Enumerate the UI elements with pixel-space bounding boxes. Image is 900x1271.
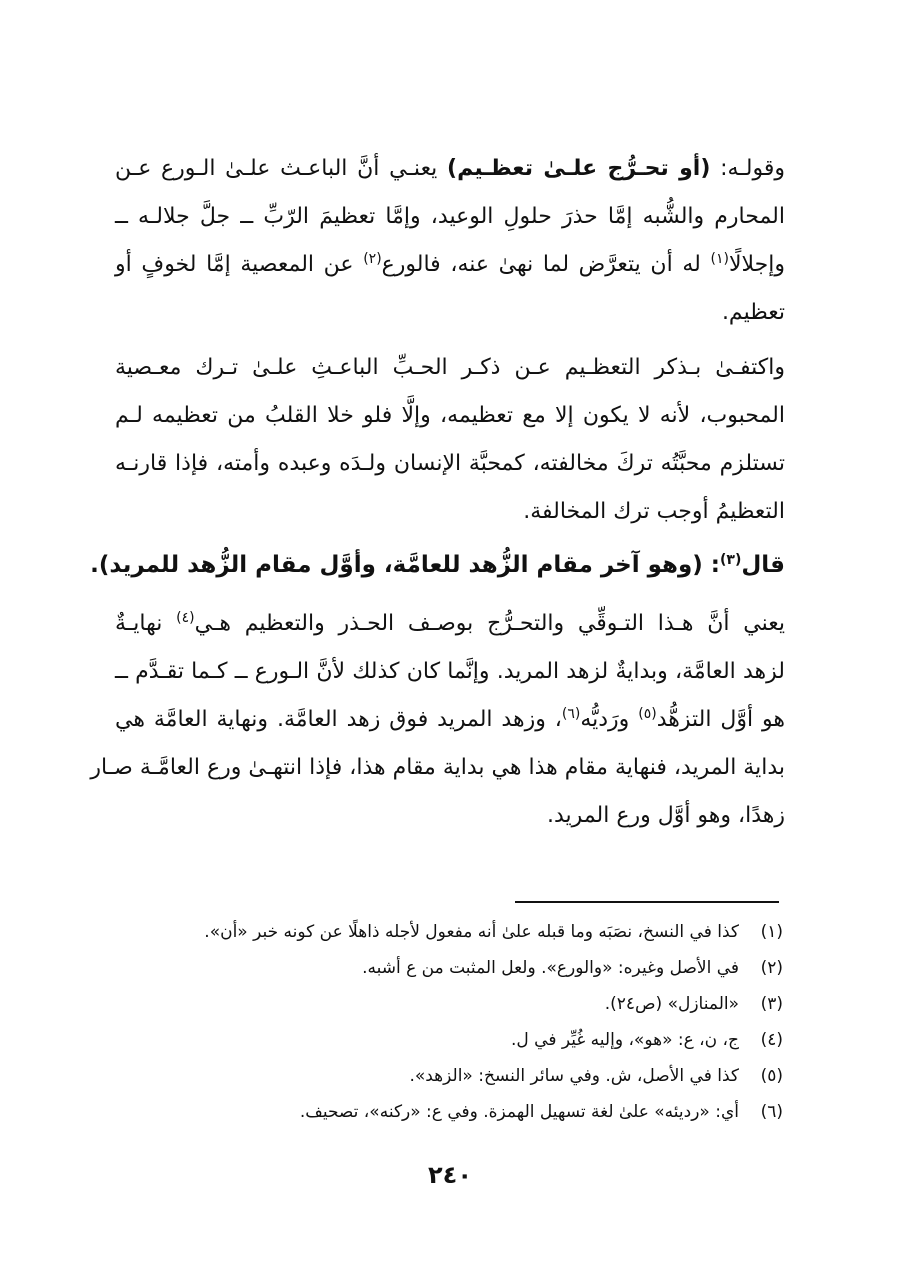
paragraph-3-line-5: زهدًا، وهو أوَّل ورع المريد. (547, 803, 785, 828)
paragraph-1-line-1 (115, 145, 785, 193)
page-number: ٢٤٠ (428, 1161, 472, 1189)
footnote-ref-6: (٦) (561, 706, 581, 722)
footnote-ref-5: (٥) (638, 706, 657, 722)
footnote-separator (515, 901, 779, 903)
footnote-ref-2: (٢) (363, 251, 382, 267)
paragraph-2 (115, 344, 785, 536)
paragraph-1 (115, 145, 785, 337)
text-run: وقولـه: (710, 156, 785, 181)
footnote-3 (115, 986, 783, 1022)
text-run: يعنـي أنَّ الباعـث علـىٰ الـورع عـن (115, 156, 448, 181)
paragraph-1-line-2: المحارم والشُّبه إمَّا حذرَ حلولِ الوعيد، وإمَّا تعظيمَ الرّبِّ ــ جلَّ جلالـه ــ (115, 204, 785, 229)
heading-label: قال (741, 552, 785, 578)
paragraph-2-line-1: واكتفـىٰ بـذكر التعظـيم عـن ذكـر الحـبِّ الباعـثِ علـىٰ تـرك معـصية (115, 355, 785, 380)
footnote-ref-3: (٣) (719, 552, 742, 568)
footnote-text: في الأصل وغيره: «والورع». ولعل المثبت من ع أشبه. (362, 958, 739, 978)
text-run: ، وزهد المريد فوق زهد العامَّة. ونهاية العامَّة هي (115, 707, 562, 732)
text-run: نهايـةٌ (115, 611, 177, 636)
footnote-number: (٥) (760, 1066, 783, 1086)
paragraph-3-line-2: لزهد العامَّة، وبدايةٌ لزهد المريد. وإنَّما كان كذلك لأنَّ الـورع ــ كـما تقـدَّم ــ (115, 659, 785, 684)
paragraph-2-line-4: التعظيمُ أوجب ترك المخالفة. (523, 499, 785, 524)
quoted-text: (أو تحـرُّج علـىٰ تعظـيم) (447, 156, 711, 181)
footnotes (115, 914, 783, 1130)
paragraph-3 (90, 600, 786, 840)
footnote-number: (١) (760, 922, 783, 942)
footnote-text: ج، ن، ع: «هو»، وإليه غُيِّر في ل. (511, 1030, 739, 1050)
footnote-text: «المنازل» (ص٢٤). (604, 994, 739, 1014)
text-run: له أن يتعرَّض لما نهىٰ عنه، فالورع (381, 252, 711, 277)
paragraph-3-line-4: بداية المريد، فنهاية مقام هذا هي بداية مقام هذا، فإذا انتهـىٰ ورع العامَّـة صـار (90, 755, 785, 780)
footnote-text: كذا في النسخ، نصَبَه وما قبله علىٰ أنه مفعول لأجله ذاهلًا عن كونه خبر «أن». (204, 922, 739, 942)
text-run: هو أوَّل التزهُّد (656, 707, 786, 732)
footnote-ref-4: (٤) (176, 610, 195, 626)
section-quote-heading (90, 541, 785, 589)
footnote-number: (٢) (760, 958, 783, 978)
text-run: وإجلالًا (728, 252, 785, 277)
text-run: عن المعصية إمَّا لخوفٍ أو (115, 252, 364, 277)
footnote-text: أي: «رديئه» علىٰ لغة تسهيل الهمزة. وفي ع: «ركنه»، تصحيف. (299, 1102, 739, 1122)
footnote-number: (٦) (760, 1102, 783, 1122)
heading-text: : (وهو آخر مقام الزُّهد للعامَّة، وأوَّل مقام الزُّهد للمريد). (90, 552, 720, 578)
footnote-ref-1: (١) (710, 251, 729, 267)
text-run: ورَديُّه (580, 707, 639, 732)
footnote-number: (٣) (760, 994, 783, 1014)
footnote-2 (115, 950, 783, 986)
footnote-number: (٤) (760, 1030, 783, 1050)
footnote-text: كذا في الأصل، ش. وفي سائر النسخ: «الزهد». (409, 1066, 739, 1086)
paragraph-1-line-4: تعظيم. (721, 300, 785, 325)
paragraph-2-line-2: المحبوب، لأنه لا يكون إلا مع تعظيمه، وإلَّا فلو خلا القلبُ من تعظيمه لـم (115, 403, 785, 428)
footnote-1 (115, 914, 783, 950)
paragraph-1-line-3 (115, 241, 785, 289)
paragraph-3-line-1 (115, 600, 785, 648)
footnote-4 (115, 1022, 783, 1058)
footnote-6 (115, 1094, 783, 1130)
paragraph-2-line-3: تستلزم محبَّتُه تركَ مخالفته، كمحبَّة الإنسان ولـدَه وعبده وأمته، فإذا قارنـه (115, 451, 785, 476)
text-run: يعني أنَّ هـذا التـوقِّي والتحـرُّج بوصـف الحـذر والتعظيم هـي (194, 611, 785, 636)
paragraph-3-line-3 (115, 696, 785, 744)
footnote-5 (115, 1058, 783, 1094)
